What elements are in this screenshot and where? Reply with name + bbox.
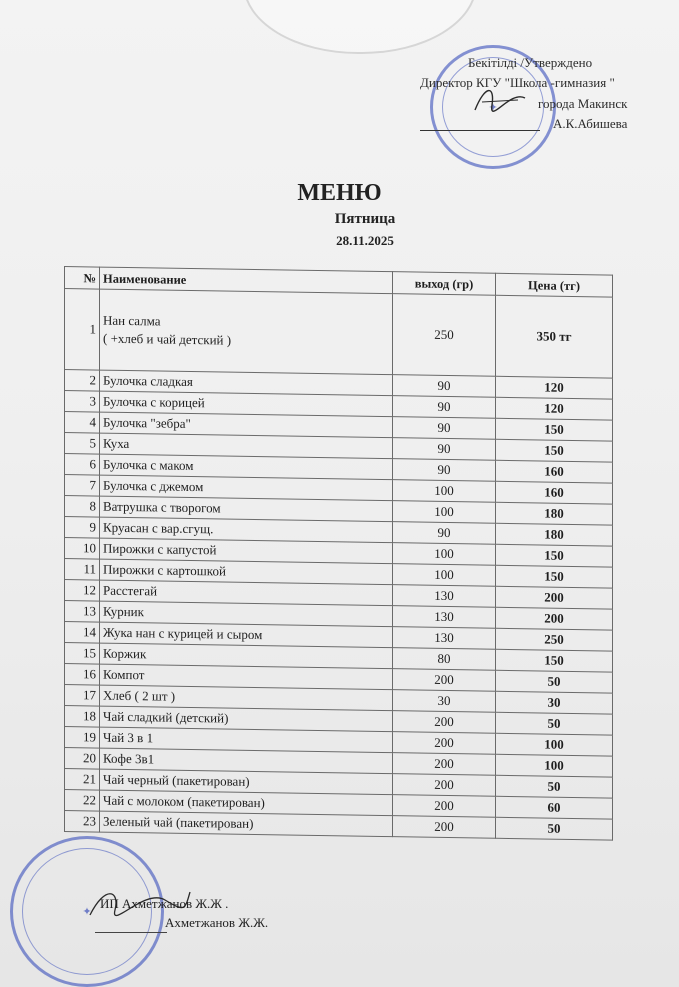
item-price: 180 [496, 502, 613, 525]
item-price: 120 [496, 376, 613, 399]
row-number: 19 [65, 727, 100, 749]
item-output: 250 [393, 294, 496, 377]
item-price: 50 [496, 775, 613, 798]
row-number: 18 [65, 706, 100, 728]
row-number: 8 [65, 496, 100, 518]
item-name [100, 289, 393, 375]
item-output: 100 [393, 564, 496, 587]
menu-date: 28.11.2025 [336, 233, 394, 248]
item-name: Коржик [100, 643, 393, 669]
item-price: 30 [496, 691, 613, 714]
item-name: Компот [100, 664, 393, 690]
row-number: 22 [65, 790, 100, 812]
item-name: Жука нан с курицей и сыром [100, 622, 393, 648]
item-output: 100 [393, 501, 496, 524]
item-price: 50 [496, 670, 613, 693]
item-name: Булочка с корицей [100, 391, 393, 417]
item-output: 200 [393, 753, 496, 776]
item-output: 200 [393, 816, 496, 839]
item-name: Кофе 3в1 [100, 748, 393, 774]
item-name: Чай с молоком (пакетирован) [100, 790, 393, 816]
row-number: 14 [65, 622, 100, 644]
row-number: 17 [65, 685, 100, 707]
header-name: Наименование [100, 267, 393, 294]
table-row [65, 289, 613, 379]
stamp-seal-icon: ✦ [82, 905, 92, 918]
row-number: 5 [65, 433, 100, 455]
approval-signature-line [420, 130, 540, 131]
row-number: 4 [65, 412, 100, 434]
item-output: 200 [393, 795, 496, 818]
row-number: 6 [65, 454, 100, 476]
item-name: Булочка с маком [100, 454, 393, 480]
item-output: 80 [393, 648, 496, 671]
header-num: № [65, 267, 100, 290]
menu-table-body [65, 289, 613, 841]
row-number: 21 [65, 769, 100, 791]
item-price: 60 [496, 796, 613, 819]
item-name: Хлеб ( 2 шт ) [100, 685, 393, 711]
item-name: Чай черный (пакетирован) [100, 769, 393, 795]
item-price: 150 [496, 565, 613, 588]
item-price: 180 [496, 523, 613, 546]
item-price: 150 [496, 544, 613, 567]
light-reflection [243, 0, 477, 54]
item-name: Круасан с вар.сгущ. [100, 517, 393, 543]
item-output: 200 [393, 732, 496, 755]
item-price: 100 [496, 754, 613, 777]
item-output: 90 [393, 438, 496, 461]
item-output: 30 [393, 690, 496, 713]
approval-line-3: города Макинск [538, 96, 628, 111]
item-output: 90 [393, 375, 496, 398]
item-output: 200 [393, 711, 496, 734]
item-price: 200 [496, 607, 613, 630]
row-number: 23 [65, 811, 100, 833]
row-number: 1 [65, 289, 100, 371]
item-output: 200 [393, 669, 496, 692]
item-price: 100 [496, 733, 613, 756]
item-output: 90 [393, 417, 496, 440]
header-price: Цена (тг) [496, 273, 613, 297]
item-name-note: ( +хлеб и чай детский ) [103, 330, 232, 348]
item-name: Чай 3 в 1 [100, 727, 393, 753]
row-number: 12 [65, 580, 100, 602]
approval-line-2: Директор КГУ "Школа -гимназия " [420, 75, 615, 90]
item-price: 50 [496, 817, 613, 840]
item-output: 90 [393, 459, 496, 482]
item-output: 130 [393, 585, 496, 608]
entrepreneur-name: Ахметжанов Ж.Ж. [165, 915, 269, 930]
row-number: 7 [65, 475, 100, 497]
item-output: 200 [393, 774, 496, 797]
item-price: 150 [496, 439, 613, 462]
item-price: 120 [496, 397, 613, 420]
row-number: 9 [65, 517, 100, 539]
item-name: Пирожки с капустой [100, 538, 393, 564]
item-name: Зеленый чай (пакетирован) [100, 811, 393, 837]
approval-director-name: А.К.Абишева [553, 116, 628, 131]
entrepreneur-label: ИП Ахметжанов Ж.Ж . [100, 896, 229, 911]
item-name: Булочка сладкая [100, 370, 393, 396]
row-number: 20 [65, 748, 100, 770]
stamp-seal-icon: ✦ [488, 100, 498, 114]
row-number: 11 [65, 559, 100, 581]
item-price: 150 [496, 418, 613, 441]
menu-table [64, 266, 613, 841]
item-output: 130 [393, 627, 496, 650]
item-name: Расстегай [100, 580, 393, 606]
row-number: 13 [65, 601, 100, 623]
item-price: 150 [496, 649, 613, 672]
item-name: Чай сладкий (детский) [100, 706, 393, 732]
page-title: МЕНЮ [297, 180, 382, 206]
item-name: Курник [100, 601, 393, 627]
menu-day: Пятница [334, 211, 396, 227]
item-name: Ватрушка с творогом [100, 496, 393, 522]
row-number: 16 [65, 664, 100, 686]
item-name-line: Нан салма [103, 312, 161, 329]
item-output: 90 [393, 522, 496, 545]
item-price: 200 [496, 586, 613, 609]
row-number: 2 [65, 370, 100, 392]
item-name: Булочка "зебра" [100, 412, 393, 438]
item-output: 130 [393, 606, 496, 629]
item-name: Булочка с джемом [100, 475, 393, 501]
item-name: Пирожки с картошкой [100, 559, 393, 585]
item-price: 50 [496, 712, 613, 735]
item-output: 100 [393, 480, 496, 503]
row-number: 3 [65, 391, 100, 413]
item-name: Куха [100, 433, 393, 459]
approval-line-1: Бекітілді /Утверждено [468, 55, 593, 70]
item-price: 160 [496, 481, 613, 504]
row-number: 15 [65, 643, 100, 665]
item-output: 100 [393, 543, 496, 566]
item-output: 90 [393, 396, 496, 419]
header-output: выход (гр) [393, 272, 496, 296]
item-price: 250 [496, 628, 613, 651]
signature-line [95, 932, 167, 933]
item-price: 160 [496, 460, 613, 483]
row-number: 10 [65, 538, 100, 560]
item-price: 350 тг [496, 295, 613, 378]
